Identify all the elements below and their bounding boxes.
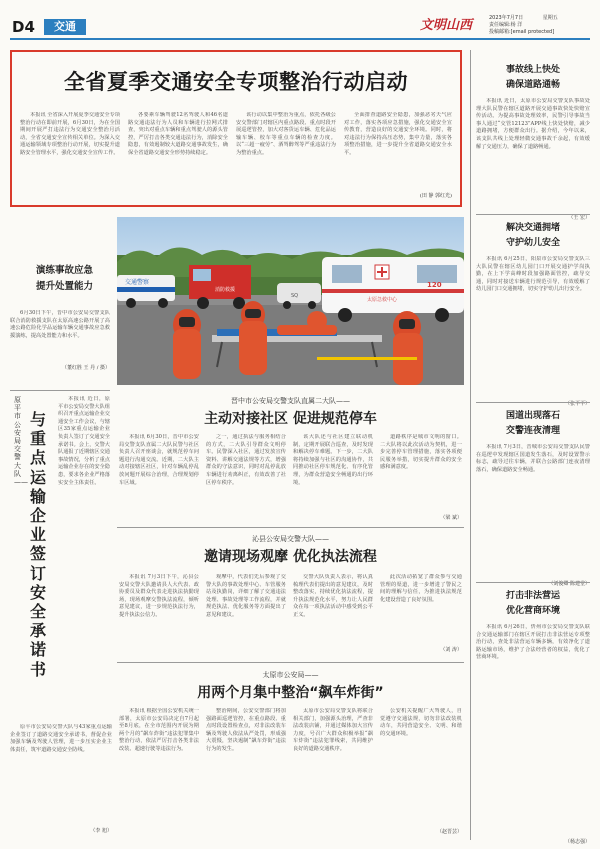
right-article-2 bbox=[476, 220, 590, 407]
vertical-author: （李 旭） bbox=[90, 828, 112, 834]
right-article-3-author: （刘俊卿 陈建堂） bbox=[548, 581, 590, 587]
article3-author: （刘 涛） bbox=[440, 647, 462, 653]
issue-date: 2023年7月7日 bbox=[489, 15, 524, 21]
right-article-1 bbox=[476, 62, 590, 221]
article4-col-1: 本报讯 根据全国公安机关统一部署，太原市公安局决定自7月起至8月底，在全市范围内开展为期两个月的“飙车炸街”违法犯罪集中整治行动，依法严厉打击各类非法改装、超速行驶等违法行为。 bbox=[119, 708, 199, 752]
article2-author: （梁 斌） bbox=[440, 515, 462, 521]
article4-title: 用两个月集中整治“飙车炸街” bbox=[197, 685, 384, 701]
paper-logo: 文明山西 bbox=[420, 18, 473, 33]
responder-2 bbox=[239, 301, 267, 375]
police-car-label: 交通警察 bbox=[125, 279, 150, 286]
right-article-4-title-2: 优化营商环境 bbox=[505, 606, 560, 616]
right-article-2-title-2: 守护幼儿安全 bbox=[505, 238, 560, 248]
right-article-4-author: （杨志强） bbox=[564, 839, 590, 845]
page-code: D4 bbox=[12, 18, 35, 36]
weekday: 星期五 bbox=[542, 15, 558, 21]
right-article-3 bbox=[476, 408, 590, 587]
article4-author: （赵晋芸） bbox=[436, 829, 462, 835]
right-article-1-author: （王 宏） bbox=[568, 215, 590, 221]
right-article-4 bbox=[476, 588, 590, 845]
right-article-2-author: （张平平） bbox=[564, 401, 590, 407]
article4-col-4: 公安机关提醒广大驾驶人，自觉遵守交通法规，切勿非法改装机动车，共同营造安全、文明、和谐的交通环境。 bbox=[380, 708, 462, 737]
article2-kicker: 晋中市公安局交警支队直属二大队—— bbox=[231, 397, 350, 405]
right-article-2-title-1: 解决交通拥堵 bbox=[505, 223, 560, 233]
article4-col-2: 整治期间，公安交警部门将加强路面巡逻管控，在重点路段、重点时段设置检查点，对非法改装车辆及驾驶人依法从严处罚，形成强大震慑，坚决遏制“飙车炸街”违法行为的发生。 bbox=[206, 708, 286, 752]
ambulance-front-label: 120 bbox=[427, 281, 442, 289]
article3-kicker: 沁县公安局交警大队—— bbox=[252, 535, 329, 543]
article3-col-3: 交警大队负责人表示，将认真梳理代表们提出的意见建议，及时整改落实，持续优化执法流程，提升执法规范化水平，努力让人民群众在每一项执法活动中感受到公平正义。 bbox=[293, 574, 373, 618]
ambulance-side-label: 太原急救中心 bbox=[367, 297, 398, 303]
ambulance bbox=[322, 257, 464, 322]
section-tag: 交通 bbox=[44, 19, 86, 35]
lead-col-2: 各要素车辆驾驶12名驾驶人和46名道路交通违法行为人员和车辆进行拉网式排查，突出对重点车辆和重点驾驶人的源头管控，严厉打击各类交通违法行为，消除安全隐患，有效遏制较大道路交通事故发生，确保全省道路交通安全形势持续稳定。 bbox=[128, 112, 228, 156]
article-street-racing bbox=[117, 664, 464, 842]
photo-caption-author: （董红胜 王 丹 / 摄） bbox=[61, 365, 110, 371]
vertical-body-1: 本报讯 近日，原平市公安局交警大队组织召开重点运输企业交通安全工作会议，与辖区35家重点运输企业负责人签订了交通安全承诺书。会上，交警大队通报了近期辖区交通事故情况，分析了重点运输企业存在的安全隐患，要求各企业严格落实安全主体责任。 bbox=[58, 396, 110, 486]
right-article-1-title-1: 事故线上快处 bbox=[505, 65, 560, 75]
responder-3 bbox=[393, 311, 423, 385]
right-article-3-body: 本报讯 7月3日，晋城市公安局交警支队民警在巡逻中发现辖区国道发生落石，及时设置警示标志，疏导过往车辆，并联合公路部门连夜清理落石，确保道路安全畅通。 bbox=[476, 444, 590, 473]
responder-1 bbox=[173, 309, 201, 379]
fire-truck-label: 消防救援 bbox=[215, 287, 236, 293]
news-photo bbox=[117, 217, 464, 385]
article3-col-2: 观摩中，代表们先后参观了交警大队的事故处理中心、车管服务站及执勤岗，详细了解了交通违法处理、事故处理等工作流程，并就规范执法、优化服务等方面提出了意见和建议。 bbox=[206, 574, 286, 618]
article2-col-1: 本报讯 6月30日，晋中市公安局交警支队直属二大队民警与社区负责人召开座谈会，就规范停车问题进行沟通交流。近期，二大队主动对接辖区社区，针对车辆乱停乱放问题开展综合治理，合理规划停车区域。 bbox=[119, 434, 199, 486]
right-article-1-body: 本报讯 近日，太原市公安局交警支队事故处理大队民警在辖区道路开展交通事故快处快赔宣传活动。为提高事故处理效率，民警引导事故当事人通过“交管12123”APP线上快处快赔，减少道路拥堵，方便群众出行。据介绍，今年以来，该支队共线上处理轻微交通事故千余起，有效缓解了交通压力，确保了道路畅通。 bbox=[476, 98, 590, 150]
contact-email: 投稿邮箱:[email protected] bbox=[489, 29, 555, 35]
right-article-3-title-2: 交警连夜清理 bbox=[505, 426, 560, 436]
small-car-label: SQ bbox=[291, 293, 299, 299]
right-article-2-body: 本报讯 6月25日，阳泉市公安局交警支队三大队民警在辖区幼儿园门口开展交通护学岗执勤，在上下学高峰时段加强路面管控，疏导交通，同时对接送车辆进行规范引导，有效缓解了幼儿园门口交通拥堵，切实守护幼儿出行安全。 bbox=[476, 256, 590, 293]
lead-title: 全省夏季交通安全专项整治行动启动 bbox=[64, 70, 408, 94]
photo-caption bbox=[10, 262, 110, 371]
article-law-enforcement bbox=[117, 528, 464, 660]
photo-caption-title-1: 演练事故应急 bbox=[36, 265, 94, 276]
article2-col-2: 之一，通过执法与服务相结合的方式，二大队引导群众文明停车。民警深入社区，通过发放宣传资料、讲解交通法规等方式，增强群众的守法意识，同时对乱停乱放车辆进行劝离纠正，有效改善了社区停车秩序。 bbox=[206, 434, 286, 486]
article4-kicker: 太原市公安局—— bbox=[262, 671, 319, 679]
vertical-kicker: 原平市公安局交警大队—— bbox=[14, 396, 28, 487]
editor: 责任编辑:杨 洋 bbox=[489, 22, 523, 28]
right-article-1-title-2: 确保道路通畅 bbox=[505, 80, 560, 90]
vertical-title: 与重点运输企业签订安全承诺书 bbox=[30, 410, 47, 679]
article4-col-3: 太原市公安局交警支队将联合相关部门，加强源头治理，严查非法改装店铺，并通过媒体加大宣传力度，号召广大群众积极举报“飙车炸街”违法犯罪线索，共同维护良好的道路交通秩序。 bbox=[293, 708, 373, 752]
right-article-4-body: 本报讯 6月26日，忻州市公安局交警支队联合交通运输部门在辖区开展打击非法营运专项整治行动，查处非法营运车辆多辆，有效净化了道路运输市场，维护了合法经营者的权益，优化了营商环境。 bbox=[476, 624, 590, 661]
article3-col-1: 本报讯 7月3日下午，沁县公安局交警大队邀请县人大代表、政协委员及群众代表走进执法执勤现场，现场观摩交警执法流程，倾听意见建议，进一步规范执法行为，提升执法公信力。 bbox=[119, 574, 199, 618]
lead-col-1: 本报讯 全省深入开展夏季交通安全专项整治行动在即前开展，6月30日，为在全国期间开展严打违法行为交通安全整治月活动，全省交通安全宣传相关单位。为深入交通运输领域专项整治行动开展，切实提升道路安全管理水平，强化交通安全宣传工作。 bbox=[20, 112, 120, 156]
article3-col-4: 此次活动拓宽了群众参与交通管理的渠道，进一步增进了警民之间的理解与信任，为推进执法规范化建设营造了良好氛围。 bbox=[380, 574, 462, 603]
masthead bbox=[0, 0, 600, 40]
vertical-article bbox=[10, 394, 114, 839]
photo-caption-body: 6月30日下午，晋中市公安局交警支队联合消防救援支队在太原高速公路开展了高速公路危险化学品运输车辆交通事故应急救援演练，提高处置能力和水平。 bbox=[10, 310, 110, 339]
lead-col-4: 全面排查道路安全隐患，加强恶劣天气应对工作，落实各项应急措施，强化交通安全宣传教育，营造良好的交通安全环境。同时，将对违法行为保持高压态势，集中力量，落实各项整治措施，进一步提升全省道路交通安全水平。 bbox=[344, 112, 452, 156]
vertical-body-2: 原平市公安局交警大队与43家重点运输企业签订了道路交通安全承诺书，督促企业加强车辆及驾驶人管理，进一步压实企业主体责任，筑牢道路交通安全防线。 bbox=[10, 724, 112, 753]
lead-col-3: 该行动以集中整治为重点，依托各级公安交警部门对辖区内重点路段、重点时段开展巡逻管控，加大对客货运车辆、危化品运输车辆、校车等重点车辆的检查力度。以“三超一疲劳”、酒驾醉驾等严重违法行为为整治重点。 bbox=[236, 112, 336, 156]
lead-author: (田 静 郭红光) bbox=[419, 193, 452, 199]
article2-title: 主动对接社区 促进规范停车 bbox=[204, 411, 377, 427]
right-article-3-title-1: 国道出现落石 bbox=[505, 411, 560, 421]
article3-title: 邀请现场观摩 优化执法流程 bbox=[204, 549, 377, 565]
article-community-parking bbox=[117, 392, 464, 527]
lead-article bbox=[10, 50, 462, 207]
hose-yellow bbox=[317, 357, 417, 360]
article2-col-3: 该大队还与社区建立联动机制，定期开展联合巡查，及时发现和解决停车难题。下一步，二大队将持续加强与社区的沟通协作，共同推动社区停车规范化、有序化管理，为群众营造安全畅通的出行环境。 bbox=[293, 434, 373, 486]
right-article-4-title-1: 打击非法营运 bbox=[505, 591, 560, 601]
photo-caption-title-2: 提升处置能力 bbox=[36, 281, 94, 292]
article2-col-4: 道路秩序是城市文明的窗口。二大队将以此次活动为契机，进一步完善停车管理措施，落实各项便民服务举措，切实提升群众的安全感和满意度。 bbox=[380, 434, 462, 471]
masthead-rule bbox=[10, 38, 590, 40]
